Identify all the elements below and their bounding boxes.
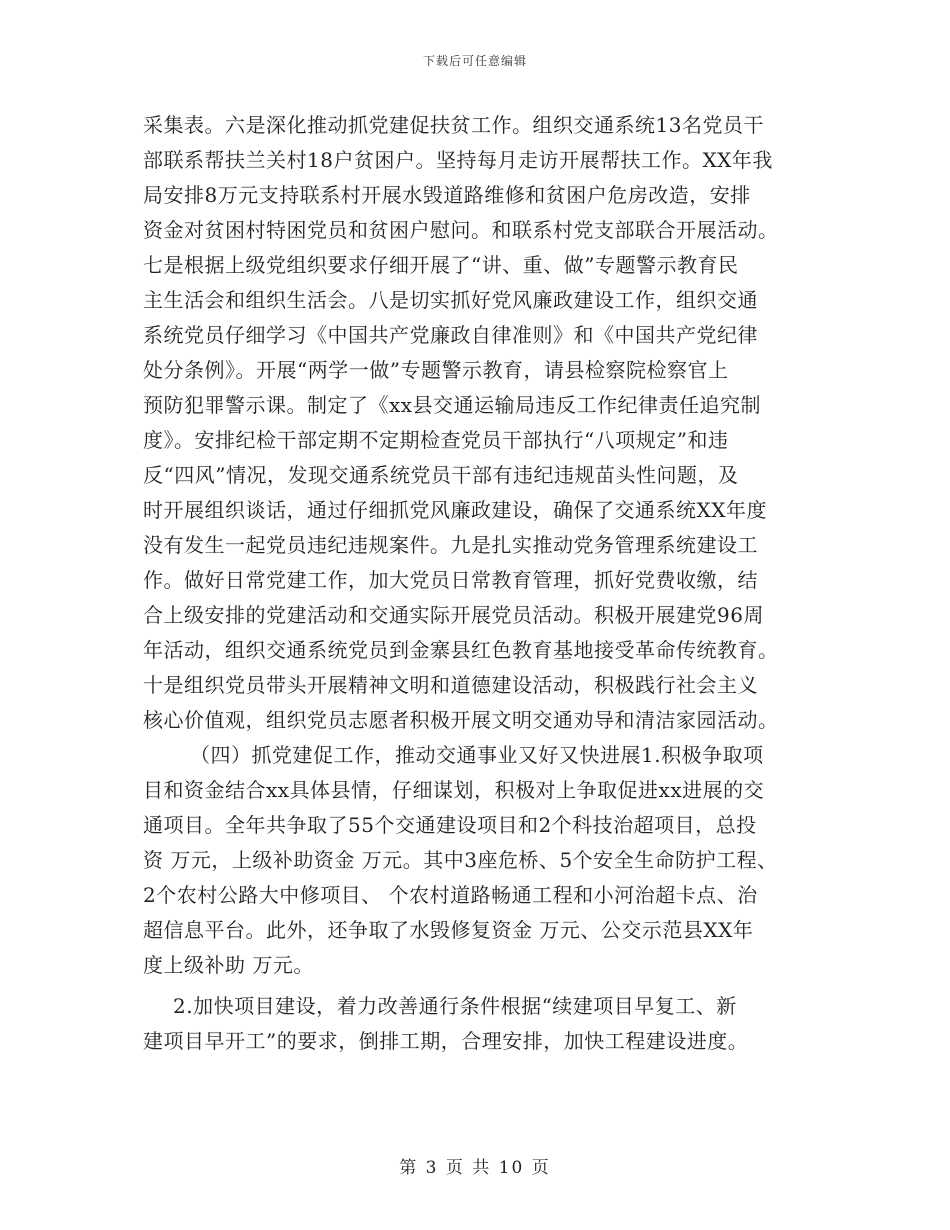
body-line: 主生活会和组织生活会。八是切实抓好党风廉政建设工作，组织交通 [143, 288, 758, 312]
body-line: 年活动，组织交通系统党员到金寨县红色教育基地接受革命传统教育。 [143, 638, 779, 662]
body-line: 采集表。六是深化推动抓党建促扶贫工作。组织交通系统13名党员干 [143, 113, 764, 137]
body-line: 十是组织党员带头开展精神文明和道德建设活动，积极践行社会主义 [143, 673, 758, 697]
body-line: 系统党员仔细学习《中国共产党廉政自律准则》和《中国共产党纪律 [143, 323, 758, 347]
item-2-line: 建项目早开工”的要求，倒排工期，合理安排，加快工程建设进度。 [143, 1029, 749, 1053]
section-4-line: 资 万元，上级补助资金 万元。其中3座危桥、5个安全生命防护工程、 [143, 848, 778, 872]
page-number-footer: 第 3 页 共 10 页 [399, 1158, 551, 1178]
body-line: 时开展组织谈话，通过仔细抓党风廉政建设，确保了交通系统XX年度 [143, 498, 767, 522]
section-4-heading-line: （四）抓党建促工作，推动交通事业又好又快进展1.积极争取项 [190, 743, 764, 767]
body-line: 部联系帮扶兰关村18户贫困户。坚持每月走访开展帮扶工作。XX年我 [143, 148, 773, 172]
body-line: 核心价值观，组织党员志愿者积极开展文明交通劝导和清洁家园活动。 [143, 708, 779, 732]
body-line: 局安排8万元支持联系村开展水毁道路维修和贫困户危房改造，安排 [143, 183, 751, 207]
section-4-line: 目和资金结合xx具体县情，仔细谋划，积极对上争取促进xx进展的交 [143, 778, 765, 802]
body-line: 度》。安排纪检干部定期不定期检查党员干部执行“八项规定”和违 [143, 428, 729, 452]
body-line: 七是根据上级党组织要求仔细开展了“讲、重、做”专题警示教育民 [143, 253, 739, 277]
section-4-line: 2个农村公路大中修项目、 个农村道路畅通工程和小河治超卡点、治 [143, 883, 758, 907]
section-4-line: 度上级补助 万元。 [143, 953, 314, 977]
body-line: 反“四风”情况，发现交通系统党员干部有违纪违规苗头性问题，及 [143, 463, 739, 487]
section-4-line: 通项目。全年共争取了55个交通建设项目和2个科技治超项目，总投 [143, 813, 757, 837]
item-2-heading-line: 2.加快项目建设，着力改善通行条件根据“续建项目早复工、新 [173, 994, 737, 1018]
body-line: 资金对贫困村特困党员和贫困户慰问。和联系村党支部联合开展活动。 [143, 218, 779, 242]
document-body [143, 108, 808, 1059]
page-header-note: 下载后可任意编辑 [422, 54, 527, 68]
body-line: 作。做好日常党建工作，加大党员日常教育管理，抓好党费收缴，结 [143, 568, 758, 592]
body-line: 没有发生一起党员违纪违规案件。九是扎实推动党务管理系统建设工 [143, 533, 758, 557]
body-line: 预防犯罪警示课。制定了《xx县交通运输局违反工作纪律责任追究制 [143, 393, 762, 417]
section-4-line: 超信息平台。此外，还争取了水毁修复资金 万元、公交示范县XX年 [143, 918, 754, 942]
body-line: 合上级安排的党建活动和交通实际开展党员活动。积极开展建党96周 [143, 603, 764, 627]
body-line: 处分条例》。开展“两学一做”专题警示教育，请县检察院检察官上 [143, 358, 729, 382]
